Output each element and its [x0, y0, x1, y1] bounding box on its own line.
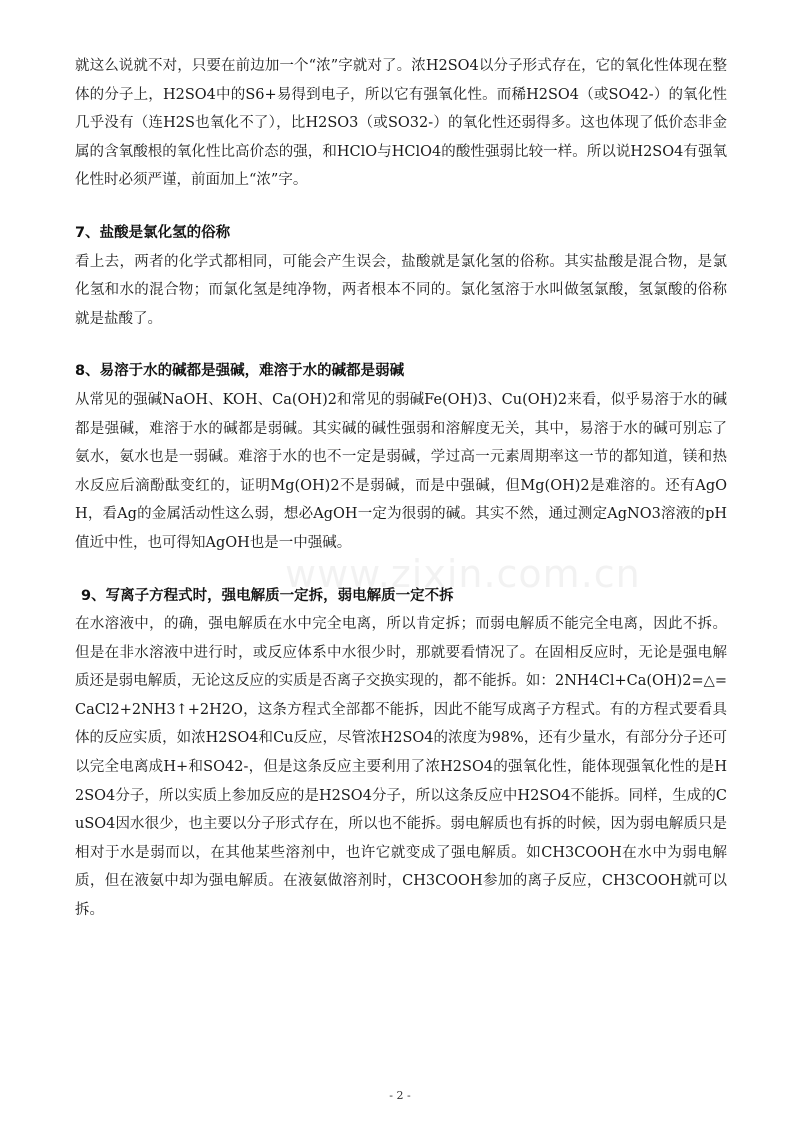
section-8-body: 从常见的强碱NaOH、KOH、Ca(OH)2和常见的弱碱Fe(OH)3、Cu(OH)2来看，似乎易溶于水的碱都是强碱，难溶于水的碱都是弱碱。其实碱的碱性强弱和溶解度无关，其中，易溶于水的碱可别忘了氨水，氨水也是一弱碱。难溶于水的也不一定是弱碱，学过高一元素周期率这一节的都知道，镁和热水反应后滴酚酞变红的，证明Mg(OH)2不是弱碱，而是中强碱，但Mg(OH)2是难溶的。还有AgOH，看Ag的金属活动性这么弱，想必AgOH一定为很弱的碱。其实不然，通过测定AgNO3溶液的pH值近中性，也可得知AgOH也是一中强碱。 — [75, 391, 727, 551]
section-9-body: 在水溶液中，的确，强电解质在水中完全电离，所以肯定拆；而弱电解质不能完全电离，因此不拆。但是在非水溶液中进行时，或反应体系中水很少时，那就要看情况了。在固相反应时，无论是强电解质还是弱电解质，无论这反应的实质是否离子交换实现的，都不能拆。如：2NH4Cl+Ca(OH)2=△=CaCl2+2NH3↑+2H2O，这条方程式全部都不能拆，因此不能写成离子方程式。有的方程式要看具体的反应实质，如浓H2SO4和Cu反应，尽管浓H2SO4的浓度为98%，还有少量水，有部分分子还可以完全电离成H+和SO42-，但是这条反应主要利用了浓H2SO4的强氧化性，能体现强氧化性的是H2SO4分子，所以实质上参加反应的是H2SO4分子，所以这条反应中H2SO4不能拆。同样，生成的CuSO4因水很少，也主要以分子形式存在，所以也不能拆。弱电解质也有拆的时候，因为弱电解质只是相对于水是弱而以，在其他某些溶剂中，也许它就变成了强电解质。如CH3COOH在水中为弱电解质，但在液氨中却为强电解质。在液氨做溶剂时，CH3COOH参加的离子反应，CH3COOH就可以拆。 — [75, 616, 727, 919]
watermark-text: www.zixin.com.cn — [285, 552, 641, 596]
document-body — [75, 52, 727, 925]
page-number: - 2 - — [389, 1089, 411, 1102]
section-7-heading: 7、盐酸是氯化氢的俗称 — [75, 224, 231, 241]
section-9-heading: 9、写离子方程式时，强电解质一定拆，弱电解质一定不拆 — [81, 587, 454, 604]
section-7-body: 看上去，两者的化学式都相同，可能会产生误会，盐酸就是氯化氢的俗称。其实盐酸是混合物，是氯化氢和水的混合物；而氯化氢是纯净物，两者根本不同的。氯化氢溶于水叫做氢氯酸，氢氯酸的俗称就是盐酸了。 — [75, 253, 727, 327]
section-8-heading: 8、易溶于水的碱都是强碱，难溶于水的碱都是弱碱 — [75, 363, 405, 380]
intro-paragraph: 就这么说就不对，只要在前边加一个“浓”字就对了。浓H2SO4以分子形式存在，它的氧化性体现在整体的分子上，H2SO4中的S6+易得到电子，所以它有强氧化性。而稀H2SO4（或SO42-）的氧化性几乎没有（连H2S也氧化不了），比H2SO3（或SO32-）的氧化性还弱得多。这也体现了低价态非金属的含氧酸根的氧化性比高价态的强，和HClO与HClO4的酸性强弱比较一样。所以说H2SO4有强氧化性时必须严谨，前面加上“浓”字。 — [75, 58, 727, 189]
